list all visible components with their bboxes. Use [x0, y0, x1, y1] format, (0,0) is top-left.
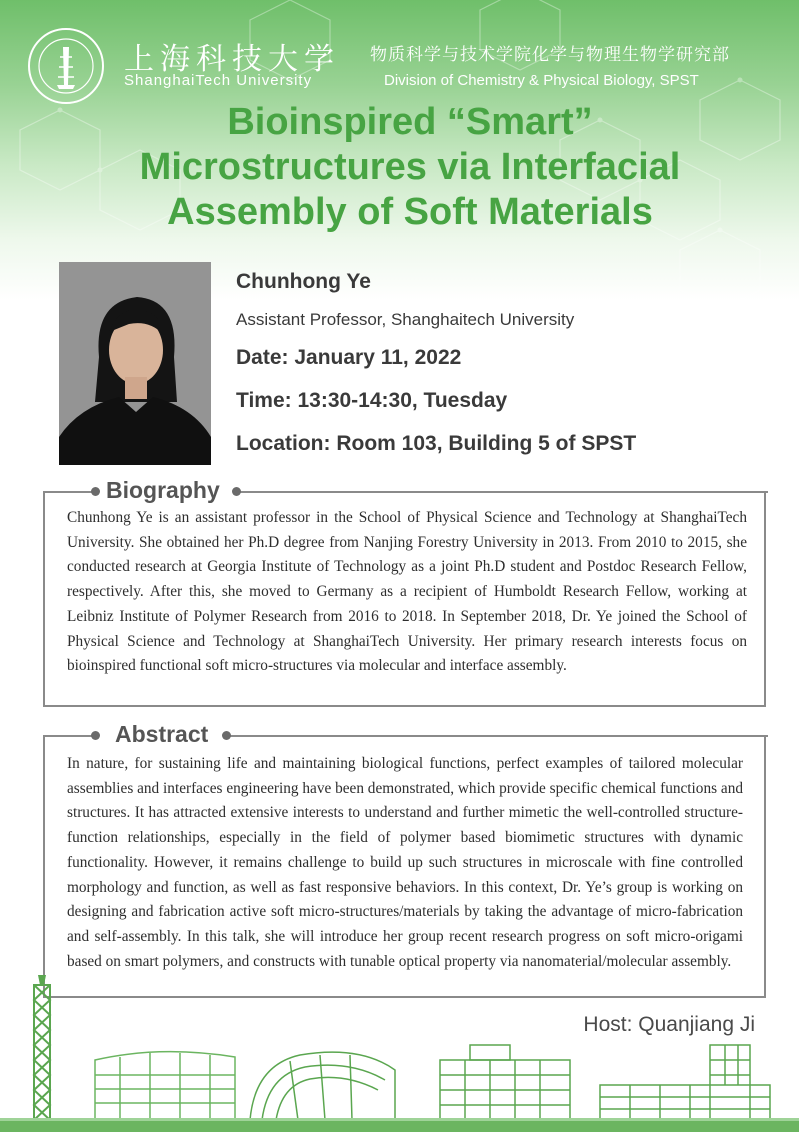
abstract-dot-left: [91, 731, 100, 740]
event-time: Time: 13:30-14:30, Tuesday: [236, 389, 508, 412]
campus-buildings-illustration: [0, 975, 799, 1132]
biography-dot-left: [91, 487, 100, 496]
biography-top-line-right: [237, 491, 768, 493]
abstract-text: In nature, for sustaining life and maintaining biological functions, perfect examples of tailored molecular assemblies and interfaces engineering have been demonstrated, which provide specific chemical functions and structures. It has attracted extensive interests to understand and further mimetic the well-controlled structure-function relationships, especially in the field of polymer based biomimetic structures with dynamic functionality. However, it remains challenge to build up such structures in microscale with fine controlled morphology and function, as well as fast responsive behaviors. In this context, Dr. Ye’s group is working on designing and fabrication active soft micro-structures/materials by taking the advantage of micro-fabrication and self-assembly. In this talk, she will introduce her group recent research progress on soft micro-origami based on smart polymers, and constructs with tunable optical property via nanomaterial/molecular assembly.: [67, 755, 743, 970]
university-name-cn: 上海科技大学: [124, 42, 340, 77]
title-line-3: Assembly of Soft Materials: [167, 191, 653, 233]
abstract-top-line-left: [43, 735, 93, 737]
speaker-portrait: [59, 262, 211, 465]
event-location: Location: Room 103, Building 5 of SPST: [236, 432, 637, 455]
lecture-title: [20, 100, 799, 235]
division-name-en: Division of Chemistry & Physical Biology, SPST: [384, 72, 699, 89]
university-seal-icon: [27, 27, 105, 105]
abstract-top-line-right: [228, 735, 768, 737]
host-name: Host: Quanjiang Ji: [583, 1013, 755, 1036]
title-line-2: Microstructures via Interfacial: [139, 146, 681, 188]
speaker-name: Chunhong Ye: [236, 270, 371, 293]
title-line-1: Bioinspired “Smart”: [227, 101, 593, 143]
abstract-dot-right: [222, 731, 231, 740]
biography-dot-right: [232, 487, 241, 496]
biography-top-line-left: [43, 491, 93, 493]
biography-text: Chunhong Ye is an assistant professor in the School of Physical Science and Technology at ShanghaiTech University. She obtained her Ph.D degree from Nanjing Forestry University in 2013. From 2010 to 2015, she conducted research at Georgia Institute of Technology as a joint Ph.D student and Postdoc Research Fellow, respectively. After this, she moved to Germany as a recipient of Humboldt Research Fellow, working at Leibniz Institute of Polymer Research from 2016 to 2018. In September 2018, Dr. Ye joined the School of Physical Science and Technology at ShanghaiTech University. Her primary research interests focus on bioinspired functional soft micro-structures via molecular and interface assembly.: [67, 509, 747, 675]
abstract-heading: Abstract: [115, 721, 209, 747]
biography-heading: Biography: [106, 477, 220, 503]
division-name-cn: 物质科学与技术学院化学与物理生物学研究部: [370, 45, 730, 65]
university-name-en: ShanghaiTech University: [124, 72, 313, 89]
event-date: Date: January 11, 2022: [236, 346, 462, 369]
speaker-position: Assistant Professor, Shanghaitech University: [236, 310, 575, 329]
